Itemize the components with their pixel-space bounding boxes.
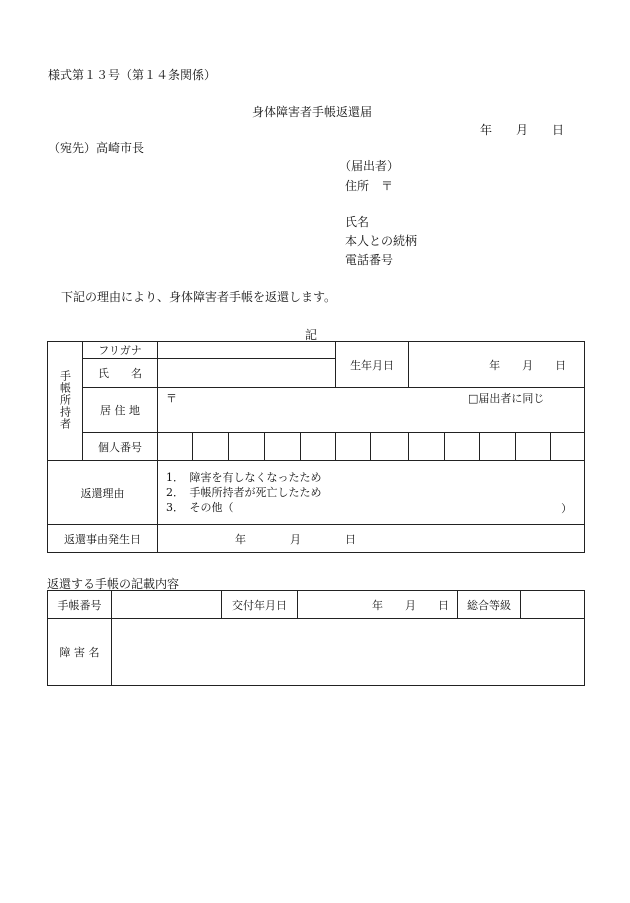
reason-option-3[interactable]: 3． その他（	[166, 501, 234, 514]
name-field[interactable]	[158, 359, 336, 388]
furigana-field[interactable]	[158, 342, 336, 359]
form-title: 身体障害者手帳返還届	[252, 105, 373, 119]
furigana-label: フリガナ	[83, 342, 158, 359]
personal-number-digit[interactable]	[409, 433, 445, 461]
personal-number-digit[interactable]	[551, 433, 585, 461]
holder-table	[47, 341, 585, 553]
addressee: （宛先）高崎市長	[48, 141, 145, 155]
personal-number-digit[interactable]	[516, 433, 551, 461]
personal-number-digit[interactable]	[265, 433, 301, 461]
reason-field[interactable]	[158, 461, 585, 525]
holder-label: 手帳所持者	[58, 369, 72, 430]
grade-field[interactable]	[521, 591, 585, 619]
same-as-notifier-checkbox[interactable]: □届出者に同じ	[468, 392, 545, 405]
personal-number-digit[interactable]	[229, 433, 265, 461]
birthdate-label: 生年月日	[336, 342, 409, 388]
booklet-table	[47, 590, 585, 686]
notifier-relation-label: 本人との続柄	[345, 234, 418, 248]
reason-option-2[interactable]: 2． 手帳所持者が死亡したため	[166, 486, 322, 499]
issue-date-value: 年 月 日	[372, 598, 449, 612]
personal-number-digit[interactable]	[445, 433, 480, 461]
notifier-address-label: 住所 〒	[345, 179, 394, 193]
statement: 下記の理由により、身体障害者手帳を返還します。	[61, 290, 337, 304]
personal-number-label: 個人番号	[83, 433, 158, 461]
form-number: 様式第１３号（第１４条関係）	[48, 68, 217, 82]
reason-label: 返還理由	[48, 461, 158, 525]
notifier-phone-label: 電話番号	[345, 253, 394, 267]
reason-option-1[interactable]: 1． 障害を有しなくなったため	[166, 471, 322, 484]
postal-mark: 〒	[166, 392, 177, 405]
ki-label: 記	[305, 328, 318, 342]
disability-field[interactable]	[112, 619, 585, 686]
personal-number-digit[interactable]	[158, 433, 193, 461]
personal-number-digit[interactable]	[371, 433, 409, 461]
birthdate-value: 年 月 日	[489, 358, 567, 372]
issue-date-label: 交付年月日	[222, 591, 298, 619]
personal-number-digit[interactable]	[301, 433, 336, 461]
submission-date: 年 月 日	[480, 123, 565, 137]
booklet-number-field[interactable]	[112, 591, 222, 619]
issue-date-field[interactable]	[298, 591, 458, 619]
personal-number-digit[interactable]	[336, 433, 371, 461]
holder-label-cell	[48, 342, 83, 461]
notifier-heading: （届出者）	[339, 159, 400, 173]
occurrence-label: 返還事由発生日	[48, 525, 158, 553]
occurrence-field[interactable]	[158, 525, 585, 553]
address-label: 居 住 地	[83, 388, 158, 433]
name-label: 氏 名	[83, 359, 158, 388]
personal-number-digit[interactable]	[193, 433, 229, 461]
address-field[interactable]	[158, 388, 585, 433]
reason-close-paren: ）	[561, 502, 573, 515]
birthdate-field[interactable]	[409, 342, 585, 388]
disability-label: 障 害 名	[48, 619, 112, 686]
booklet-number-label: 手帳番号	[48, 591, 112, 619]
personal-number-digit[interactable]	[480, 433, 516, 461]
section2-title: 返還する手帳の記載内容	[47, 577, 180, 591]
occurrence-value: 年 月 日	[235, 532, 356, 546]
grade-label: 総合等級	[458, 591, 521, 619]
notifier-name-label: 氏名	[345, 215, 370, 229]
